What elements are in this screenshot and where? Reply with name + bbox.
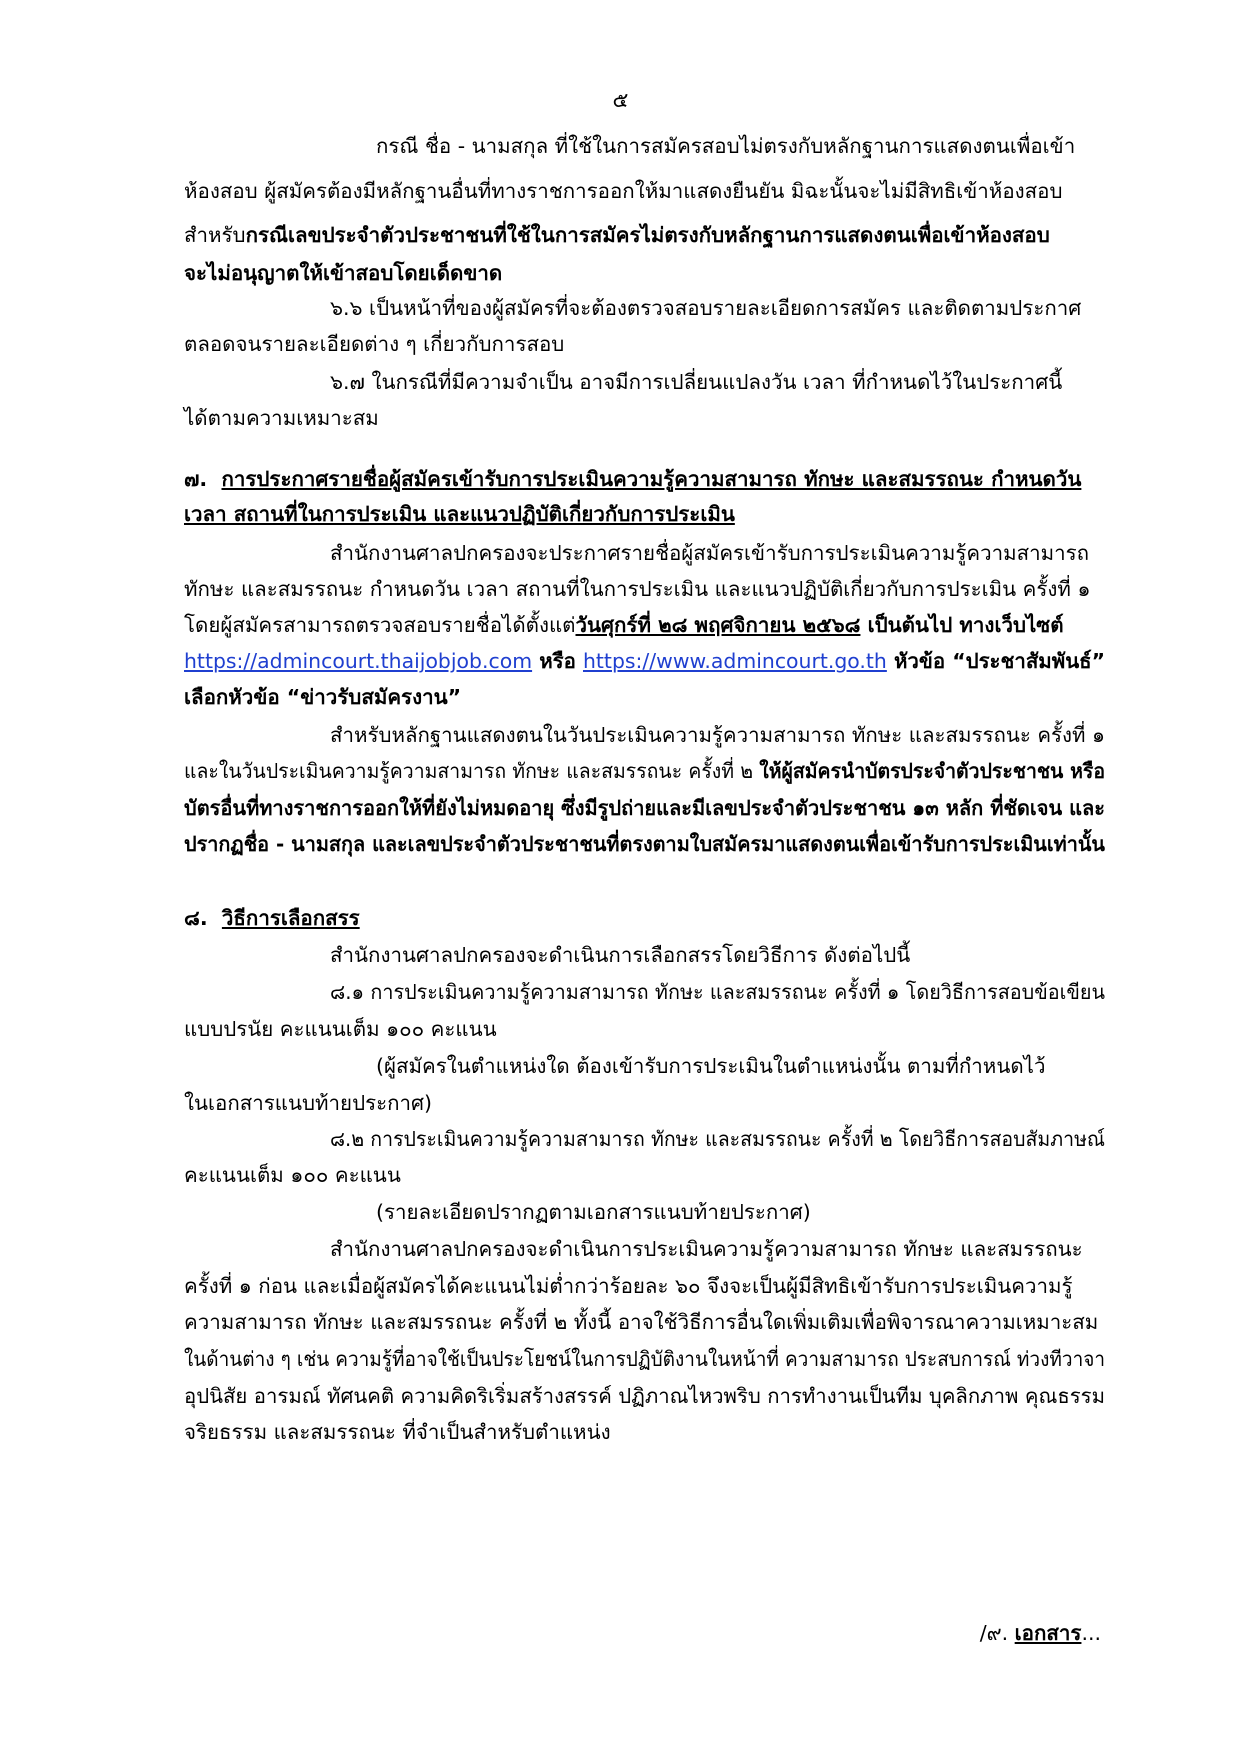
page-continuation <box>980 1615 1101 1651</box>
section-8-number: ๘. <box>184 906 208 930</box>
section-7-p1-line-3 <box>184 607 1064 643</box>
section-7-p2-line-4: ปรากฏชื่อ - นามสกุล และเลขประจำตัวประชาชนที่ตรงตามใบสมัครมาแสดงตนเพื่อเข้ารับการประเมินเท่านั้น <box>184 832 1105 856</box>
page-number: ๕ <box>612 88 629 112</box>
thaijobjob-link[interactable]: https://admincourt.thaijobjob.com <box>184 649 533 673</box>
section-7-p2-line-2b: ให้ผู้สมัครนำบัตรประจำตัวประชาชน หรือ <box>759 759 1106 783</box>
section-8-p-line-2: ครั้งที่ ๑ ก่อน และเมื่อผู้สมัครได้คะแนนไม่ต่ำกว่าร้อยละ ๖๐ จึงจะเป็นผู้มีสิทธิเข้ารับการประเมินความรู้ <box>184 1274 1073 1298</box>
section-7-p1-line-4 <box>184 643 1105 679</box>
section-8-heading <box>184 900 360 936</box>
section-8-title: วิธีการเลือกสรร <box>221 906 360 930</box>
item-8-2-line-2: คะแนนเต็ม ๑๐๐ คะแนน <box>184 1163 401 1187</box>
intro-line-4: จะไม่อนุญาตให้เข้าสอบโดยเด็ดขาด <box>184 261 503 285</box>
item-8-2-line-1: ๘.๒ การประเมินความรู้ความสามารถ ทักษะ และสมรรถนะ ครั้งที่ ๒ โดยวิธีการสอบสัมภาษณ์ <box>330 1127 1106 1151</box>
or-text: หรือ <box>532 649 583 673</box>
section-7-p1-line-1: สำนักงานศาลปกครองจะประกาศรายชื่อผู้สมัครเข้ารับการประเมินความรู้ความสามารถ <box>330 541 1090 565</box>
section-8-p-line-5: อุปนิสัย อารมณ์ ทัศนคติ ความคิดริเริ่มสร้างสรรค์ ปฏิภาณไหวพริบ การทำงานเป็นทีม บุคลิกภาพ คุณธรรม <box>184 1384 1105 1408</box>
section-7-title-2: เวลา สถานที่ในการประเมิน และแนวปฏิบัติเกี่ยวกับการประเมิน <box>184 502 735 526</box>
section-7-p2-line-1: สำหรับหลักฐานแสดงตนในวันประเมินความรู้ความสามารถ ทักษะ และสมรรถนะ ครั้งที่ ๑ <box>330 723 1106 747</box>
section-7-p1-line-2: ทักษะ และสมรรถนะ กำหนดวัน เวลา สถานที่ในการประเมิน และแนวปฏิบัติเกี่ยวกับการประเมิน ครั้งที่ ๑ <box>184 577 1091 601</box>
item-6-7-line-1: ๖.๗ ในกรณีที่มีความจำเป็น อาจมีการเปลี่ยนแปลงวัน เวลา ที่กำหนดไว้ในประกาศนี้ <box>330 370 1063 394</box>
section-7-heading-line-1 <box>184 461 1081 497</box>
item-8-1-note-line-2: ในเอกสารแนบท้ายประกาศ) <box>184 1091 433 1115</box>
intro-line-2 <box>184 173 1101 209</box>
item-8-1-note-line-1: (ผู้สมัครในตำแหน่งใด ต้องเข้ารับการประเมินในตำแหน่งนั้น ตามที่กำหนดไว้ <box>376 1054 1046 1078</box>
section-8-p-line-1: สำนักงานศาลปกครองจะดำเนินการประเมินความรู้ความสามารถ ทักษะ และสมรรถนะ <box>330 1237 1083 1261</box>
intro-line-1: กรณี ชื่อ - นามสกุล ที่ใช้ในการสมัครสอบไม่ตรงกับหลักฐานการแสดงตนเพื่อเข้า <box>376 134 1076 158</box>
section-7-number: ๗. <box>184 467 208 491</box>
section-7-p1-line-5: เลือกหัวข้อ “ข่าวรับสมัครงาน” <box>184 685 462 709</box>
continuation-suffix: ... <box>1081 1621 1101 1645</box>
section-7-title-1: การประกาศรายชื่อผู้สมัครเข้ารับการประเมินความรู้ความสามารถ ทักษะ และสมรรถนะ กำหนดวัน <box>221 467 1082 491</box>
intro-line-3 <box>184 217 1050 253</box>
continuation-word: เอกสาร <box>1014 1621 1082 1645</box>
section-7-p2-line-3: บัตรอื่นที่ทางราชการออกให้ที่ยังไม่หมดอายุ ซึ่งมีรูปถ่ายและมีเลขประจำตัวประชาชน ๑๓ หลัก ที่ชัดเจน และ <box>184 796 1105 820</box>
section-8-p-line-3: ความสามารถ ทักษะ และสมรรถนะ ครั้งที่ ๒ ทั้งนี้ อาจใช้วิธีการอื่นใดเพิ่มเติมเพื่อพิจารณาความเหมาะสม <box>184 1310 1099 1334</box>
section-7-p1-line-4c: หัวข้อ “ประชาสัมพันธ์” <box>886 649 1106 673</box>
section-7-p2-line-2 <box>184 753 1105 789</box>
section-8-p-line-4: ในด้านต่าง ๆ เช่น ความรู้ที่อาจใช้เป็นประโยชน์ในการปฏิบัติงานในหน้าที่ ความสามารถ ประสบการณ์ ท่วงทีวาจา <box>184 1347 1106 1371</box>
section-7-p1-line-3a: โดยผู้สมัครสามารถตรวจสอบรายชื่อได้ตั้งแต่ <box>184 613 576 637</box>
continuation-prefix: /๙. <box>979 1621 1015 1645</box>
intro-line-3b: กรณีเลขประจำตัวประชาชนที่ใช้ในการสมัครไม่ตรงกับหลักฐานการแสดงตนเพื่อเข้าห้องสอบ <box>245 223 1050 247</box>
item-6-7-line-2: ได้ตามความเหมาะสม <box>184 406 379 430</box>
item-8-1-line-1: ๘.๑ การประเมินความรู้ความสามารถ ทักษะ และสมรรถนะ ครั้งที่ ๑ โดยวิธีการสอบข้อเขียน <box>330 980 1105 1004</box>
admincourt-link[interactable]: https://www.admincourt.go.th <box>582 649 887 673</box>
item-6-6-line-2: ตลอดจนรายละเอียดต่าง ๆ เกี่ยวกับการสอบ <box>184 332 565 356</box>
intro-line-2-text: ห้องสอบ ผู้สมัครต้องมีหลักฐานอื่นที่ทางราชการออกให้มาแสดงยืนยัน มิฉะนั้นจะไม่มีสิทธิเข้าห้องสอบ <box>184 179 1063 203</box>
section-7-p1-line-3c: เป็นต้นไป ทางเว็บไซต์ <box>860 613 1064 637</box>
item-6-6-line-1: ๖.๖ เป็นหน้าที่ของผู้สมัครที่จะต้องตรวจสอบรายละเอียดการสมัคร และติดตามประกาศ <box>330 296 1082 320</box>
section-8-p-line-6: จริยธรรม และสมรรถนะ ที่จำเป็นสำหรับตำแหน่ง <box>184 1420 611 1444</box>
section-7-p2-line-2a: และในวันประเมินความรู้ความสามารถ ทักษะ และสมรรถนะ ครั้งที่ ๒ <box>184 759 760 783</box>
announcement-date: วันศุกร์ที่ ๒๘ พฤศจิกายน ๒๕๖๘ <box>575 613 861 637</box>
item-8-2-note: (รายละเอียดปรากฏตามเอกสารแนบท้ายประกาศ) <box>376 1200 811 1224</box>
section-8-intro: สำนักงานศาลปกครองจะดำเนินการเลือกสรรโดยวิธีการ ดังต่อไปนี้ <box>330 943 911 967</box>
intro-line-3a: สำหรับ <box>184 223 246 247</box>
item-8-1-line-2: แบบปรนัย คะแนนเต็ม ๑๐๐ คะแนน <box>184 1017 497 1041</box>
